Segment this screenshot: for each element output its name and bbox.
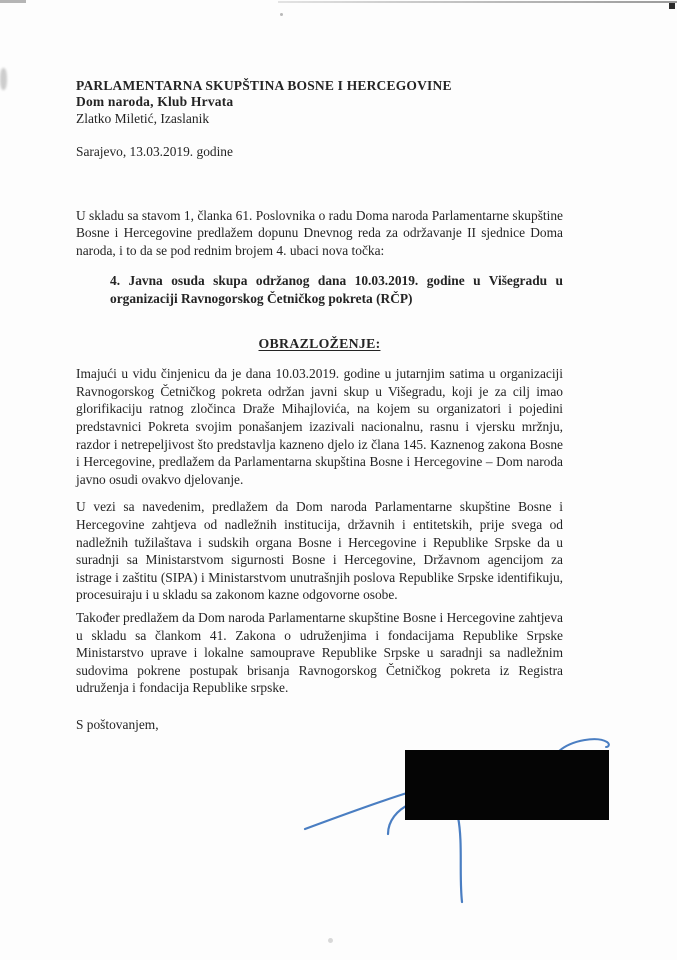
scan-artifact-speck xyxy=(280,13,283,16)
scan-artifact-left-smudge xyxy=(0,68,7,90)
closing-salutation: S poštovanjem, xyxy=(76,716,159,732)
section-heading: OBRAZLOŽENJE: xyxy=(258,335,381,351)
scan-artifact-top-left xyxy=(0,0,26,3)
scan-artifact-speck xyxy=(328,938,333,943)
redaction-box xyxy=(405,750,609,820)
dateline: Sarajevo, 13.03.2019. godine xyxy=(76,144,233,160)
sender-institution: PARLAMENTARNA SKUPŠTINA BOSNE I HERCEGOVINE xyxy=(76,78,452,93)
signature-stroke-descender xyxy=(458,817,462,902)
body-paragraph-2: U vezi sa navedenim, predlažem da Dom naroda Parlamentarne skupštine Bosne i Hercegovine zahtjeva od nadležnih institucija, državnih i entitetskih, prije svega od nadležnih tužilaštava i sudskih organa Bosne i Hercegovine i Republike Srpske da u suradnji sa Ministarstvom sigurnosti Bosne i Hercegovine, Državnom agencijom za istrage i zaštitu (SIPA) i Ministarstvom unutrašnjih poslova Republike Srpske identifikuju, procesuiraju i u skladu sa zakonom kazne odgovorne osobe. xyxy=(76,499,563,603)
scan-artifact-top-line xyxy=(278,1,677,3)
scan-artifact-top-right xyxy=(669,3,675,9)
letterhead xyxy=(76,78,563,127)
section-heading-row xyxy=(76,335,563,353)
sender-chamber: Dom naroda, Klub Hrvata xyxy=(76,94,234,110)
agenda-item: 4. Javna osuda skupa održanog dana 10.03.2019. godine u Višegradu u organizaciji Ravnogorskog Četničkog pokreta (RČP) xyxy=(110,273,563,306)
intro-paragraph: U skladu sa stavom 1, članka 61. Poslovnika o radu Doma naroda Parlamentarne skupštine Bosne i Hercegovine predlažem dopunu Dnevnog reda za održavanje II sjednice Doma naroda, i to da se pod rednim brojem 4. ubaci nova točka: xyxy=(76,207,563,258)
signature-stroke-diagonal xyxy=(305,793,407,829)
sender-name: Zlatko Miletić, Izaslanik xyxy=(76,110,210,126)
body-paragraph-1: Imajući u vidu činjenicu da je dana 10.03.2019. godine u jutarnjim satima u organizaciji Ravnogorskog Četničkog pokreta održan javni skup u Višegradu, koji je za cilj imao glorifikaciju ratnog zločinca Draže Mihajlovića, na kojem su organizatori i pojedini predstavnici Pokreta svojim ponašanjem izazivali nacionalnu, rasnu i vjersku mržnju, razdor i netrepeljivost što predstavlja kazneno djelo iz člana 145. Kaznenog zakona Bosne i Hercegovine, predlažem da Parlamentarna skupština Bosne i Hercegovine – Dom naroda javno osudi ovakvo djelovanje. xyxy=(76,366,563,487)
body-paragraph-3: Također predlažem da Dom naroda Parlamentarne skupštine Bosne i Hercegovine zahtjeva u skladu sa člankom 41. Zakona o udruženjima i fondacijama Republike Srpske Ministarstvo uprave i lokalne samouprave Republike Srpske u saradnji sa nadležnim sudovima pokrene postupak brisanja Ravnogorskog Četničkog pokreta iz Registra udruženja i fondacija Republike srpske. xyxy=(76,609,563,696)
letter-content xyxy=(76,78,563,733)
